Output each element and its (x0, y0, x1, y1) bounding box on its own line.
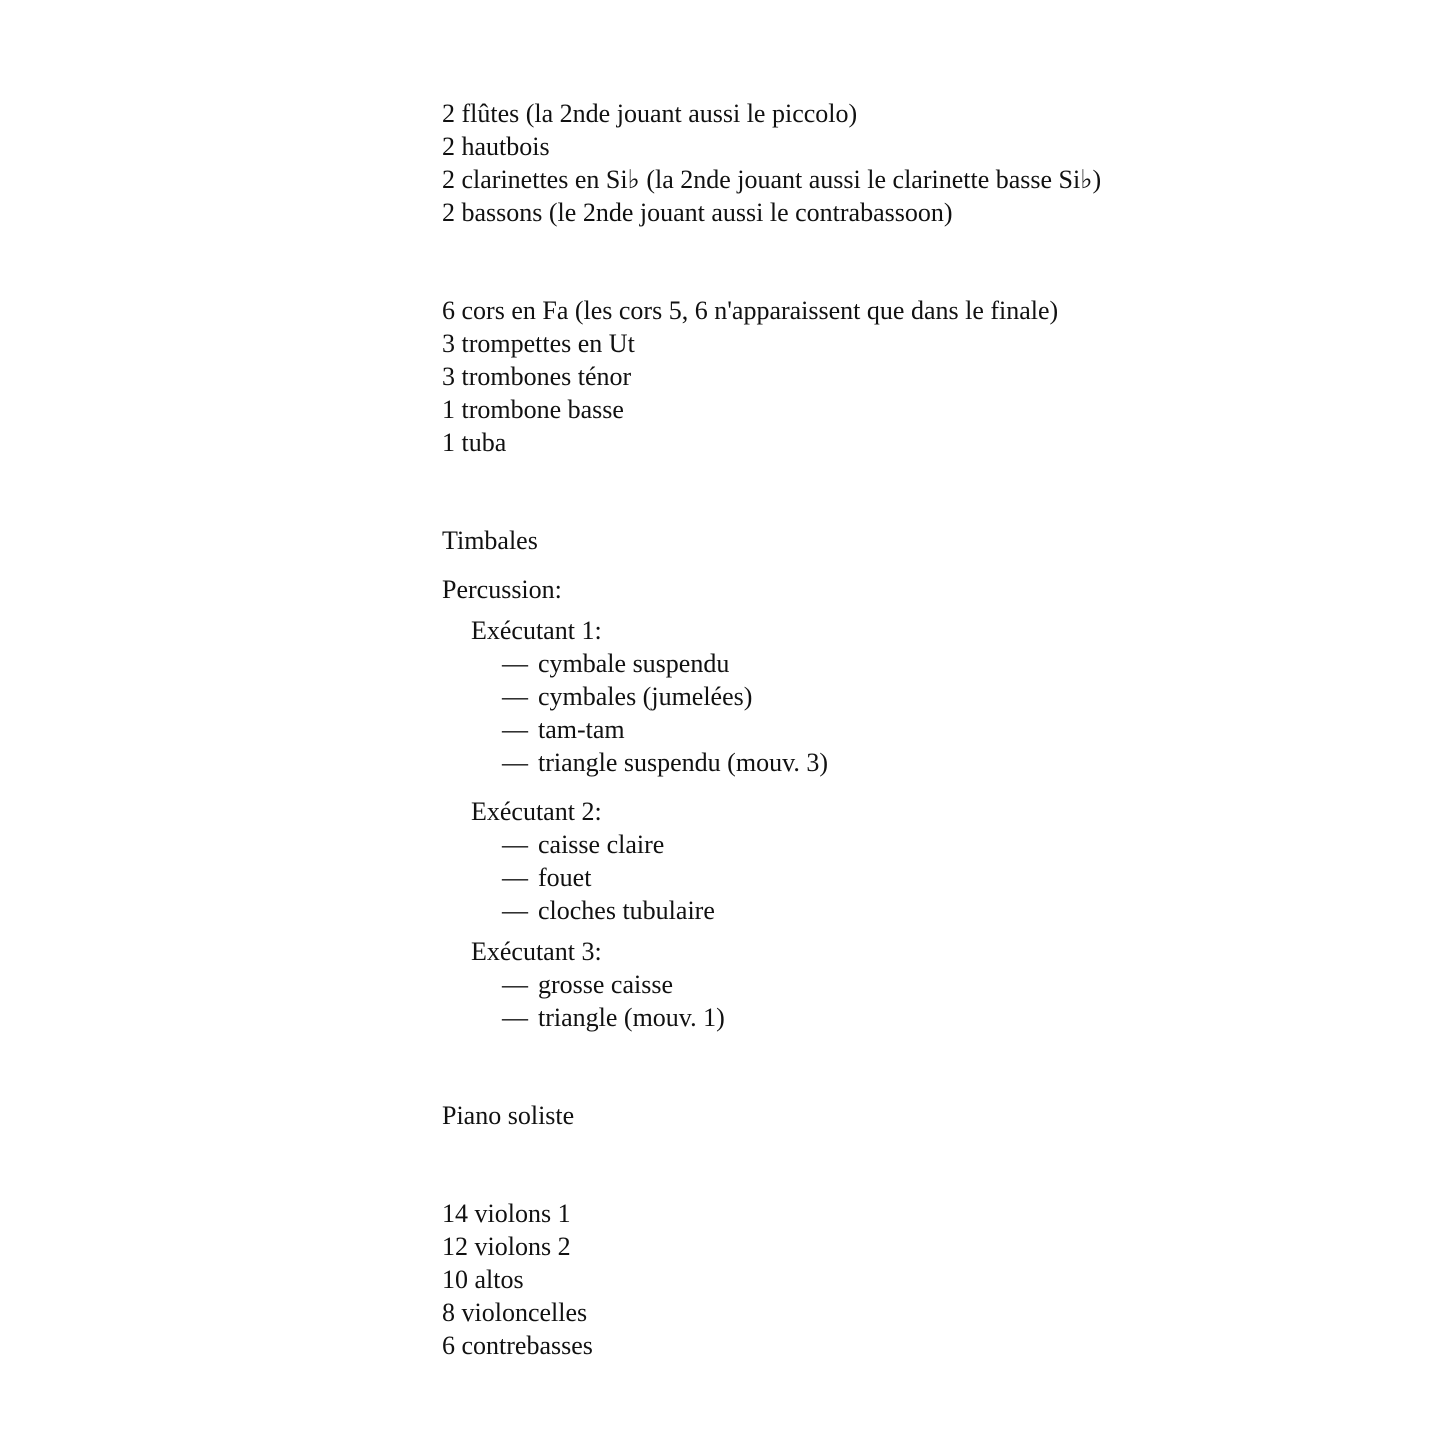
percussion-item-label: tam-tam (538, 715, 625, 744)
performer-1 (442, 614, 1402, 779)
percussion-item (442, 647, 1402, 680)
woodwind-line: 2 bassons (le 2nde jouant aussi le contrabassoon) (442, 198, 953, 227)
strings-line: 8 violoncelles (442, 1298, 588, 1327)
percussion-section (442, 573, 1402, 1034)
piano-line: Piano soliste (442, 1101, 575, 1130)
brass-line: 1 tuba (442, 428, 507, 457)
woodwind-line: 2 hautbois (442, 132, 550, 161)
performer-label: Exécutant 1: (471, 616, 602, 645)
percussion-item-label: triangle suspendu (mouv. 3) (538, 748, 829, 777)
percussion-item (442, 713, 1402, 746)
brass-line: 1 trombone basse (442, 395, 624, 424)
percussion-item (442, 894, 1402, 927)
woodwinds-section (442, 97, 1402, 229)
dash-mark: — (502, 649, 528, 678)
brass-line: 3 trombones ténor (442, 362, 632, 391)
percussion-item-label: cymbales (jumelées) (538, 682, 753, 711)
dash-mark: — (502, 715, 528, 744)
dash-mark: — (502, 863, 528, 892)
dash-mark: — (502, 1003, 528, 1032)
strings-line: 14 violons 1 (442, 1199, 571, 1228)
percussion-item (442, 861, 1402, 894)
dash-mark: — (502, 896, 528, 925)
brass-line: 6 cors en Fa (les cors 5, 6 n'apparaissent que dans le finale) (442, 296, 1059, 325)
percussion-item (442, 1001, 1402, 1034)
percussion-item-label: caisse claire (538, 830, 665, 859)
brass-line: 3 trompettes en Ut (442, 329, 635, 358)
performer-label: Exécutant 2: (471, 797, 602, 826)
percussion-item (442, 680, 1402, 713)
dash-mark: — (502, 682, 528, 711)
percussion-item (442, 828, 1402, 861)
brass-section (442, 294, 1402, 459)
percussion-item-label: grosse caisse (538, 970, 674, 999)
woodwind-line: 2 flûtes (la 2nde jouant aussi le piccolo) (442, 99, 858, 128)
performer-label: Exécutant 3: (471, 937, 602, 966)
percussion-item (442, 746, 1402, 779)
percussion-heading: Percussion: (442, 575, 562, 604)
dash-mark: — (502, 970, 528, 999)
performer-2 (442, 795, 1402, 927)
percussion-item-label: fouet (538, 863, 592, 892)
percussion-item-label: cymbale suspendu (538, 649, 730, 678)
dash-mark: — (502, 830, 528, 859)
instrumentation-list (442, 97, 1402, 1362)
percussion-item-label: triangle (mouv. 1) (538, 1003, 725, 1032)
strings-section (442, 1197, 1402, 1362)
percussion-item (442, 968, 1402, 1001)
timpani-line: Timbales (442, 526, 538, 555)
dash-mark: — (502, 748, 528, 777)
percussion-item-label: cloches tubulaire (538, 896, 715, 925)
woodwind-line: 2 clarinettes en Si♭ (la 2nde jouant aussi le clarinette basse Si♭) (442, 165, 1102, 194)
strings-line: 12 violons 2 (442, 1232, 571, 1261)
performer-3 (442, 935, 1402, 1034)
strings-line: 10 altos (442, 1265, 524, 1294)
strings-line: 6 contrebasses (442, 1331, 593, 1360)
